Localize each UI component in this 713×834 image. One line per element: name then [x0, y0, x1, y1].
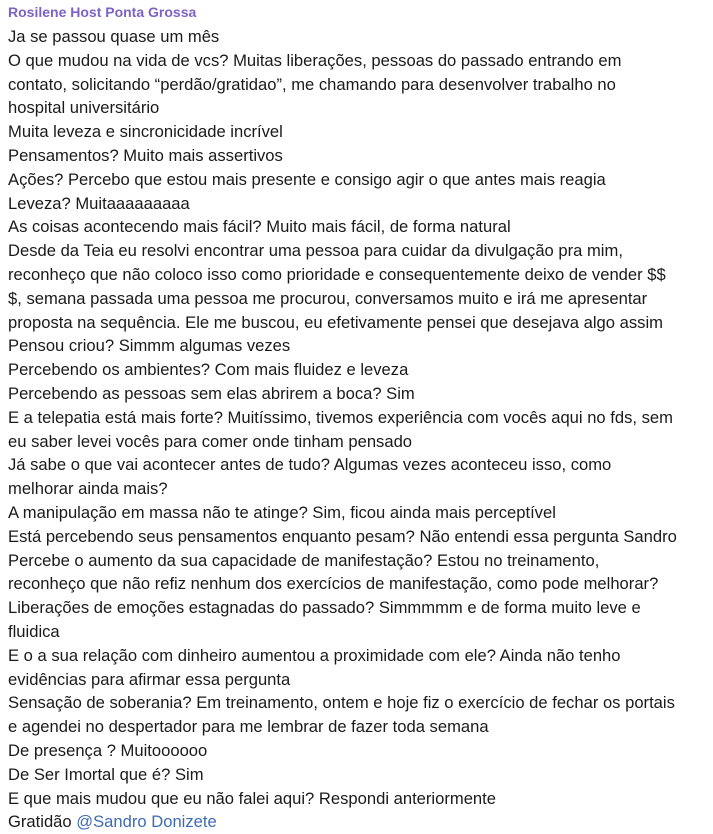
mention-link[interactable]: @Sandro Donizete — [76, 812, 217, 832]
message-line: Ja se passou quase um mês — [8, 27, 220, 46]
message-line: De presença ? Muitoooooo — [8, 740, 208, 760]
message-line: reconheço que não refiz nenhum dos exercícios de manifestação, como pode melhorar? — [8, 574, 659, 594]
message-line: fluidica — [8, 621, 60, 641]
message-line: Leveza? Muitaaaaaaaaa — [8, 193, 190, 213]
message-line: hospital universitário — [8, 98, 160, 118]
message-line: De Ser Imortal que é? Sim — [8, 764, 204, 784]
message-closing-line — [8, 810, 707, 834]
message-line: Percebendo as pessoas sem elas abrirem a boca? Sim — [8, 383, 415, 403]
message-line: Ações? Percebo que estou mais presente e consigo agir o que antes mais reagia — [8, 169, 606, 189]
message-line: Já sabe o que vai acontecer antes de tudo? Algumas vezes aconteceu isso, como — [8, 455, 612, 475]
message-line: melhorar ainda mais? — [8, 479, 168, 499]
message-line: Liberações de emoções estagnadas do passado? Simmmmm e de forma muito leve e — [8, 598, 641, 618]
message-line: E a telepatia está mais forte? Muitíssimo, tivemos experiência com vocês aqui no fds, sem — [8, 407, 673, 427]
message-line: O que mudou na vida de vcs? Muitas liberações, pessoas do passado entrando em — [8, 50, 622, 70]
message-line: Percebe o aumento da sua capacidade de manifestação? Estou no treinamento, — [8, 550, 600, 570]
message-line: Está percebendo seus pensamentos enquanto pesam? Não entendi essa pergunta Sandro — [8, 526, 677, 546]
message-line: Muita leveza e sincronicidade incrível — [8, 122, 283, 142]
message-line: Percebendo os ambientes? Com mais fluidez e leveza — [8, 360, 409, 380]
message-line: $, semana passada uma pessoa me procurou, conversamos muito e irá me apresentar — [8, 288, 648, 308]
message-line: E que mais mudou que eu não falei aqui? Respondi anteriormente — [8, 788, 496, 808]
message-line: Pensou criou? Simmm algumas vezes — [8, 336, 291, 356]
sender-name[interactable]: Rosilene Host Ponta Grossa — [8, 4, 197, 20]
message-line: Pensamentos? Muito mais assertivos — [8, 145, 283, 165]
message-line: Sensação de soberania? Em treinamento, ontem e hoje fiz o exercício de fechar os portais — [8, 693, 675, 713]
message-body — [8, 25, 707, 834]
message-line: A manipulação em massa não te atinge? Sim, ficou ainda mais perceptível — [8, 502, 556, 522]
message-line: evidências para afirmar essa pergunta — [8, 669, 291, 689]
message-line: Desde da Teia eu resolvi encontrar uma pessoa para cuidar da divulgação pra mim, — [8, 241, 623, 261]
message-line: As coisas acontecendo mais fácil? Muito mais fácil, de forma natural — [8, 217, 511, 237]
message-line: reconheço que não coloco isso como prioridade e consequentemente deixo de vender $$ — [8, 264, 666, 284]
message-line: eu saber levei vocês para comer onde tinham pensado — [8, 431, 413, 451]
message-line: contato, solicitando “perdão/gratidao”, me chamando para desenvolver trabalho no — [8, 74, 616, 94]
closing-text: Gratidão — [8, 812, 77, 832]
message-line: e agendei no despertador para me lembrar de fazer toda semana — [8, 717, 489, 737]
message-line: proposta na sequência. Ele me buscou, eu efetivamente pensei que desejava algo assim — [8, 312, 663, 332]
message-line: E o a sua relação com dinheiro aumentou a proximidade com ele? Ainda não tenho — [8, 645, 621, 665]
